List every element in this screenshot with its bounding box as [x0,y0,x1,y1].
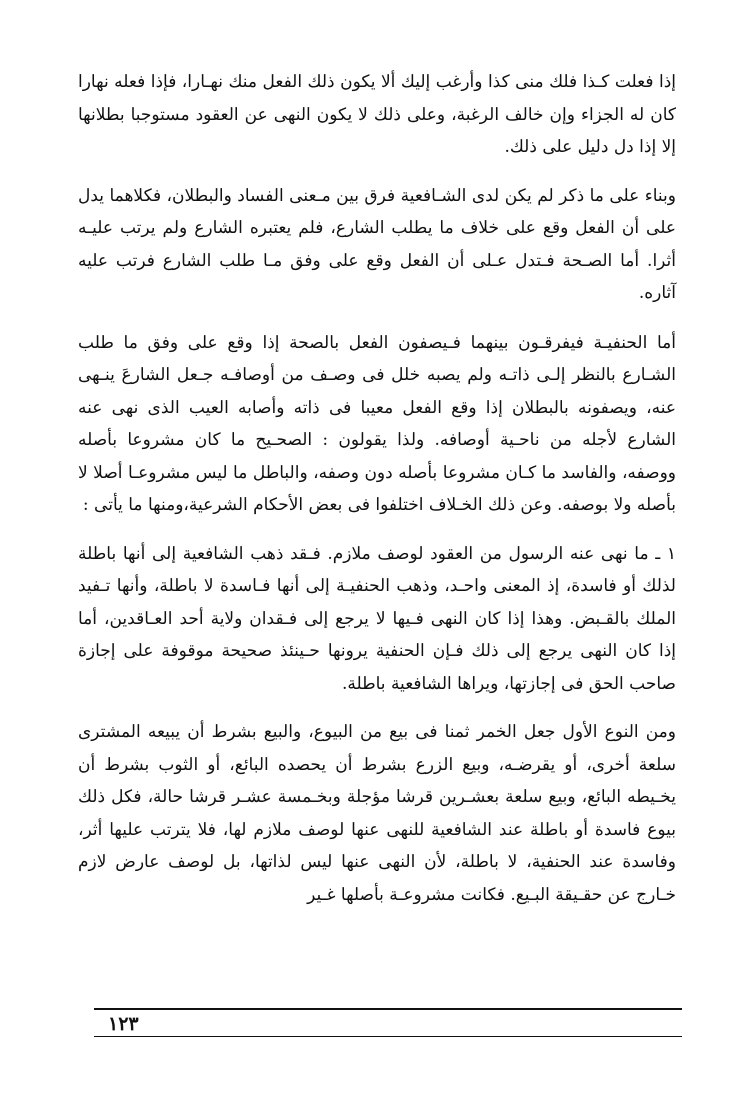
paragraph-3: أما الحنفيـة فيفرقـون بينهما فـيصفون الفعل بالصحة إذا وقع على وفق ما طلب الشـارع بالنظر إلـى ذاتـه ولم يصبه خلل فى وصـف من أوصافـه جـعل الشارعَ ينـهى عنه، ويصفونه بالبطلان إذا وقع الفعل معيبا فى ذاته وأصابه العيب الذى نهى عنه الشارع لأجله من ناحـية أوصافه. ولذا يقولون : الصحـيح ما كان مشروعا بأصله ووصفه، والفاسد ما كـان مشروعا بأصله دون وصفه، والباطل ما ليس مشروعـا أصلا لا بأصله ولا بوصفه. وعن ذلك الخـلاف اختلفوا فى بعض الأحكام الشرعية،ومنها ما يأتى : [78,332,676,515]
body-text [78,66,676,925]
paragraph-2: وبناء على ما ذكر لم يكن لدى الشـافعية فرق بين مـعنى الفساد والبطلان، فكلاهما يدل على أن الفعل وقع على خلاف ما يطلب الشارع، فلم يعتبره الشارع ولم يرتب عليـه أثرا. أما الصـحة فـتدل عـلى أن الفعل وقع على وفق مـا طلب الشارع فرتب عليه آثاره. [78,185,676,303]
footer-rule-top [94,1008,682,1010]
page-number: ١٢٣ [108,1013,139,1035]
paragraph-5: ومن النوع الأول جعل الخمر ثمنا فى بيع من البيوع، والبيع بشرط أن يبيعه المشترى سلعة أخرى، أو يقرضـه، وبيع الزرع بشرط أن يحصده البائع، أو الثوب بشرط أن يخـيطه البائع، وبيع سلعة بعشـرين قرشا مؤجلة وبخـمسة عشـر قرشا حالة، فكل ذلك بيوع فاسدة أو باطلة عند الشافعية للنهى عنها لوصف ملازم لها، فلا يترتب عليها أثر، وفاسدة عند الحنفية، لا باطلة، لأن النهى عنها ليس لذاتها، بل لوصف عارض لازم خـارج عن حقـيقة البـيع. فكانت مشروعـة بأصلها غـير [78,722,676,905]
footer-rule-bottom [94,1036,682,1037]
paragraph-4: ١ ـ ما نهى عنه الرسول من العقود لوصف ملازم. فـقد ذهب الشافعية إلى أنها باطلة لذلك أو فاسدة، إذ المعنى واحـد، وذهب الحنفيـة إلى أنها فـاسدة لا باطلة، وأنها تـفيد الملك بالقـبض. وهذا إذا كان النهى فـيها لا يرجع إلى فـقدان ولاية أحد العـاقدين، أما إذا كان النهى يرجع إلى ذلك فـإن الحنفية يرونها حـينئذ صحيحة موقوفة على إجازة صاحب الحق فى إجازتها، ويراها الشافعية باطلة. [78,543,676,694]
paragraph-1: إذا فعلت كـذا فلك منى كذا وأرغب إليك ألا يكون ذلك الفعل منك نهـارا، فإذا فعله نهارا كان له الجزاء وإن خالف الرغبة، وعلى ذلك لا يكون النهى عن العقود مستوجبا بطلانها إلا إذا دل دليل على ذلك. [78,72,676,157]
